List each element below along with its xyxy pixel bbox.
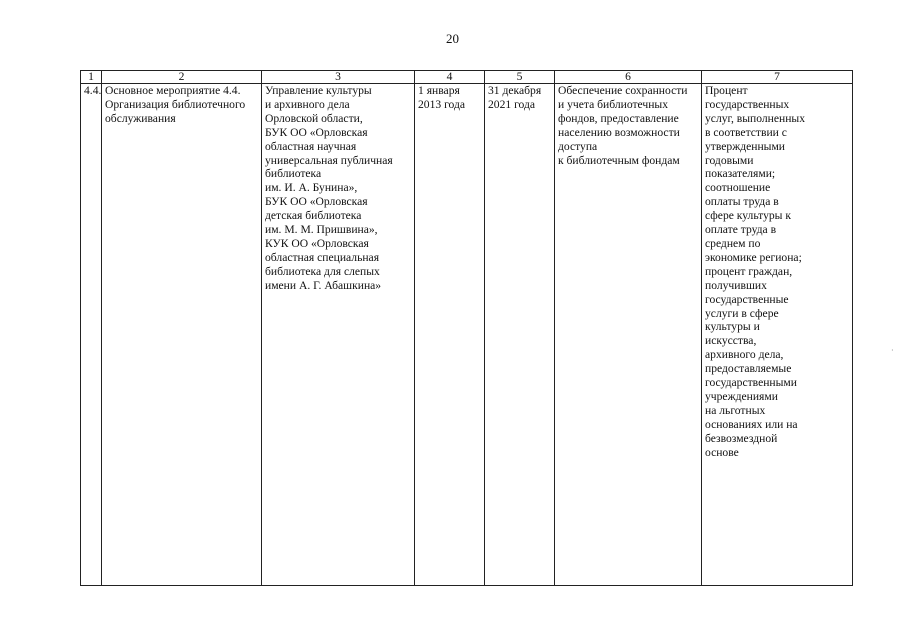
start-date: 1 января 2013 года bbox=[418, 84, 466, 111]
header-row bbox=[81, 71, 853, 84]
expected-result-cell bbox=[555, 84, 702, 586]
scan-speck: · bbox=[891, 346, 894, 355]
header-col-5: 5 bbox=[485, 71, 555, 84]
start-date-cell bbox=[415, 84, 485, 586]
item-number-cell bbox=[81, 84, 102, 586]
table-body bbox=[81, 84, 853, 586]
header-col-2: 2 bbox=[102, 71, 262, 84]
item-number: 4.4. bbox=[84, 84, 102, 97]
end-date: 31 декабря 2021 года bbox=[488, 84, 542, 111]
table-header bbox=[81, 71, 853, 84]
table-row bbox=[81, 84, 853, 586]
page-number: 20 bbox=[446, 31, 459, 46]
executor: Управление культуры и архивного дела Орловской области, БУК ОО «Орловская областная научная универсальная публичная библиотека им. И. А. Бунина», БУК ОО «Орловская детская библиотека им. М. М. Пришвина», КУК ОО «Орловская областная специальная библиотека для слепых имени А. Г. Абашкина» bbox=[265, 84, 393, 292]
end-date-cell bbox=[485, 84, 555, 586]
indicators-cell bbox=[702, 84, 853, 586]
header-col-1: 1 bbox=[81, 71, 102, 84]
indicators: Процент государственных услуг, выполненных в соответствии с утвержденными годовыми показателями; соотношение оплаты труда в сфере культуры к оплате труда в среднем по экономике региона; процент граждан, получивших государственные услуги в сфере культуры и искусства, архивного дела, предоставляемые государственными учреждениями на льготных основаниях или на безвозмездной основе bbox=[705, 84, 806, 459]
executor-cell bbox=[262, 84, 415, 586]
measure-name-cell bbox=[102, 84, 262, 586]
header-col-7: 7 bbox=[702, 71, 853, 84]
header-col-4: 4 bbox=[415, 71, 485, 84]
header-col-6: 6 bbox=[555, 71, 702, 84]
expected-result: Обеспечение сохранности и учета библиотечных фондов, предоставление населению возможности доступа к библиотечным фондам bbox=[558, 84, 688, 167]
header-col-3: 3 bbox=[262, 71, 415, 84]
measure-name: Основное мероприятие 4.4. Организация библиотечного обслуживания bbox=[105, 84, 246, 125]
measures-table bbox=[80, 70, 853, 586]
